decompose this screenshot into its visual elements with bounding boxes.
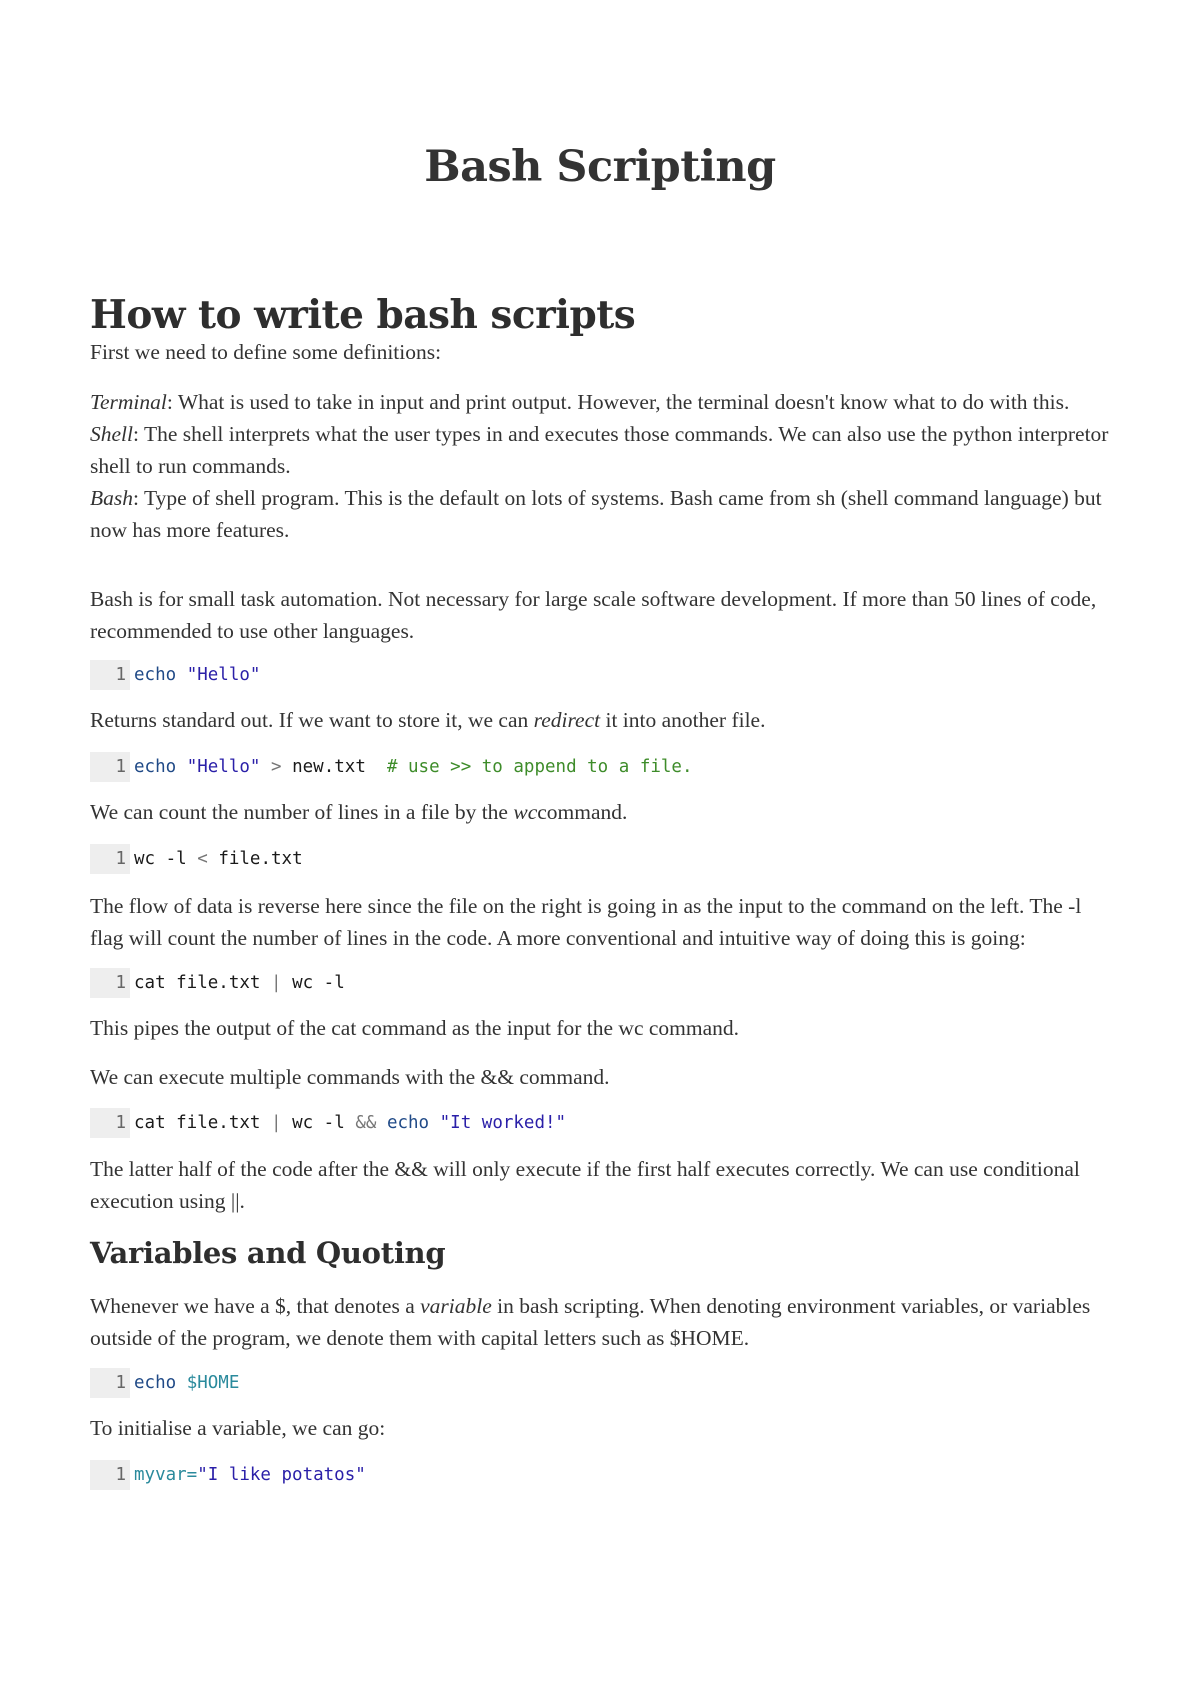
- text-run: it into another file.: [600, 708, 766, 732]
- text-run: command.: [537, 800, 628, 824]
- code-block-cat-pipe: [90, 968, 345, 998]
- code-line: [130, 752, 693, 782]
- term-shell: Shell: [90, 422, 133, 446]
- returns-paragraph: [90, 704, 1120, 736]
- page-title: Bash Scripting: [424, 142, 776, 192]
- code-keyword: echo: [134, 665, 177, 685]
- initialise-paragraph: To initialise a variable, we can go:: [90, 1416, 386, 1440]
- automation-paragraph: Bash is for small task automation. Not necessary for large scale software development. If more than 50 lines of code, recommended to use other languages.: [90, 587, 1097, 643]
- code-text: wc -l: [292, 973, 345, 993]
- definitions-paragraph: [90, 386, 1120, 546]
- emphasis-redirect: redirect: [533, 708, 601, 732]
- code-string: "Hello": [186, 665, 261, 685]
- line-number: 1: [90, 1460, 130, 1490]
- definition-text: : What is used to take in input and print output. However, the terminal doesn't know what to do with this.: [166, 390, 1070, 414]
- pipes-paragraph: This pipes the output of the cat command as the input for the wc command.: [90, 1016, 740, 1040]
- code-line: [130, 844, 303, 874]
- code-block-echo-hello: [90, 660, 260, 690]
- code-keyword: echo: [134, 757, 177, 777]
- definition-text: : Type of shell program. This is the default on lots of systems. Bash came from sh (shell command language) but now has more features.: [90, 486, 1102, 542]
- term-terminal: Terminal: [90, 390, 167, 414]
- code-line: [130, 1108, 566, 1138]
- emphasis-variable: variable: [420, 1294, 492, 1318]
- term-bash: Bash: [90, 486, 133, 510]
- code-line: [130, 1460, 366, 1490]
- code-operator: <: [197, 849, 208, 869]
- count-paragraph: [90, 796, 1120, 828]
- definition-terminal: [90, 386, 1120, 418]
- section-heading-bash-scripts: How to write bash scripts: [90, 292, 636, 338]
- line-number: 1: [90, 1108, 130, 1138]
- line-number: 1: [90, 844, 130, 874]
- definition-bash: [90, 482, 1120, 546]
- dollar-paragraph: [90, 1290, 1120, 1354]
- code-block-myvar: [90, 1460, 366, 1490]
- code-comment: # use >> to append to a file.: [386, 757, 693, 777]
- definition-shell: [90, 418, 1120, 482]
- code-operator: |: [270, 973, 282, 993]
- flow-paragraph: The flow of data is reverse here since the file on the right is going in as the input to the command on the left. The -l flag will count the number of lines in the code. A more conventional and intuitive way of doing this is going:: [90, 894, 1082, 950]
- code-string: "It worked!": [439, 1113, 567, 1133]
- text-run: Returns standard out. If we want to store it, we can: [90, 708, 534, 732]
- definition-text: : The shell interprets what the user types in and executes those commands. We can also use the python interpretor shell to run commands.: [90, 422, 1109, 478]
- code-text: cat file.txt: [134, 973, 261, 993]
- text-run: We can count the number of lines in a file by the: [90, 800, 514, 824]
- code-block-wc: [90, 844, 303, 874]
- intro-paragraph: First we need to define some definitions:: [90, 340, 442, 364]
- code-block-echo-home: [90, 1368, 239, 1398]
- code-variable: $HOME: [186, 1373, 240, 1393]
- code-operator: >: [271, 757, 282, 777]
- latter-paragraph: The latter half of the code after the && will only execute if the first half executes correctly. We can use conditional execution using ||.: [90, 1157, 1080, 1213]
- line-number: 1: [90, 968, 130, 998]
- text-run: in bash scripting. When denoting environment variables, or variables outside of the program, we denote them with capital letters such as $HOME.: [90, 1294, 1091, 1350]
- code-line: [130, 968, 345, 998]
- code-string: "I like potatos": [197, 1465, 366, 1485]
- code-text: wc -l: [134, 849, 187, 869]
- multi-command-paragraph: We can execute multiple commands with the && command.: [90, 1065, 610, 1089]
- code-line: [130, 660, 260, 690]
- code-variable: myvar=: [134, 1465, 198, 1485]
- line-number: 1: [90, 1368, 130, 1398]
- code-text: wc -l: [292, 1113, 345, 1133]
- code-block-redirect: [90, 752, 693, 782]
- emphasis-wc: wc: [513, 800, 538, 824]
- line-number: 1: [90, 752, 130, 782]
- text-run: Whenever we have a $, that denotes a: [90, 1294, 421, 1318]
- section-heading-variables: Variables and Quoting: [90, 1236, 446, 1270]
- code-text: file.txt: [218, 849, 303, 869]
- code-string: "Hello": [186, 757, 261, 777]
- code-keyword: echo: [134, 1373, 177, 1393]
- code-block-and-echo: [90, 1108, 566, 1138]
- code-keyword: echo: [386, 1113, 430, 1133]
- code-operator: &&: [355, 1113, 377, 1133]
- code-line: [130, 1368, 239, 1398]
- code-text: cat file.txt: [134, 1113, 261, 1133]
- code-text: new.txt: [292, 757, 366, 777]
- code-operator: |: [270, 1113, 282, 1133]
- line-number: 1: [90, 660, 130, 690]
